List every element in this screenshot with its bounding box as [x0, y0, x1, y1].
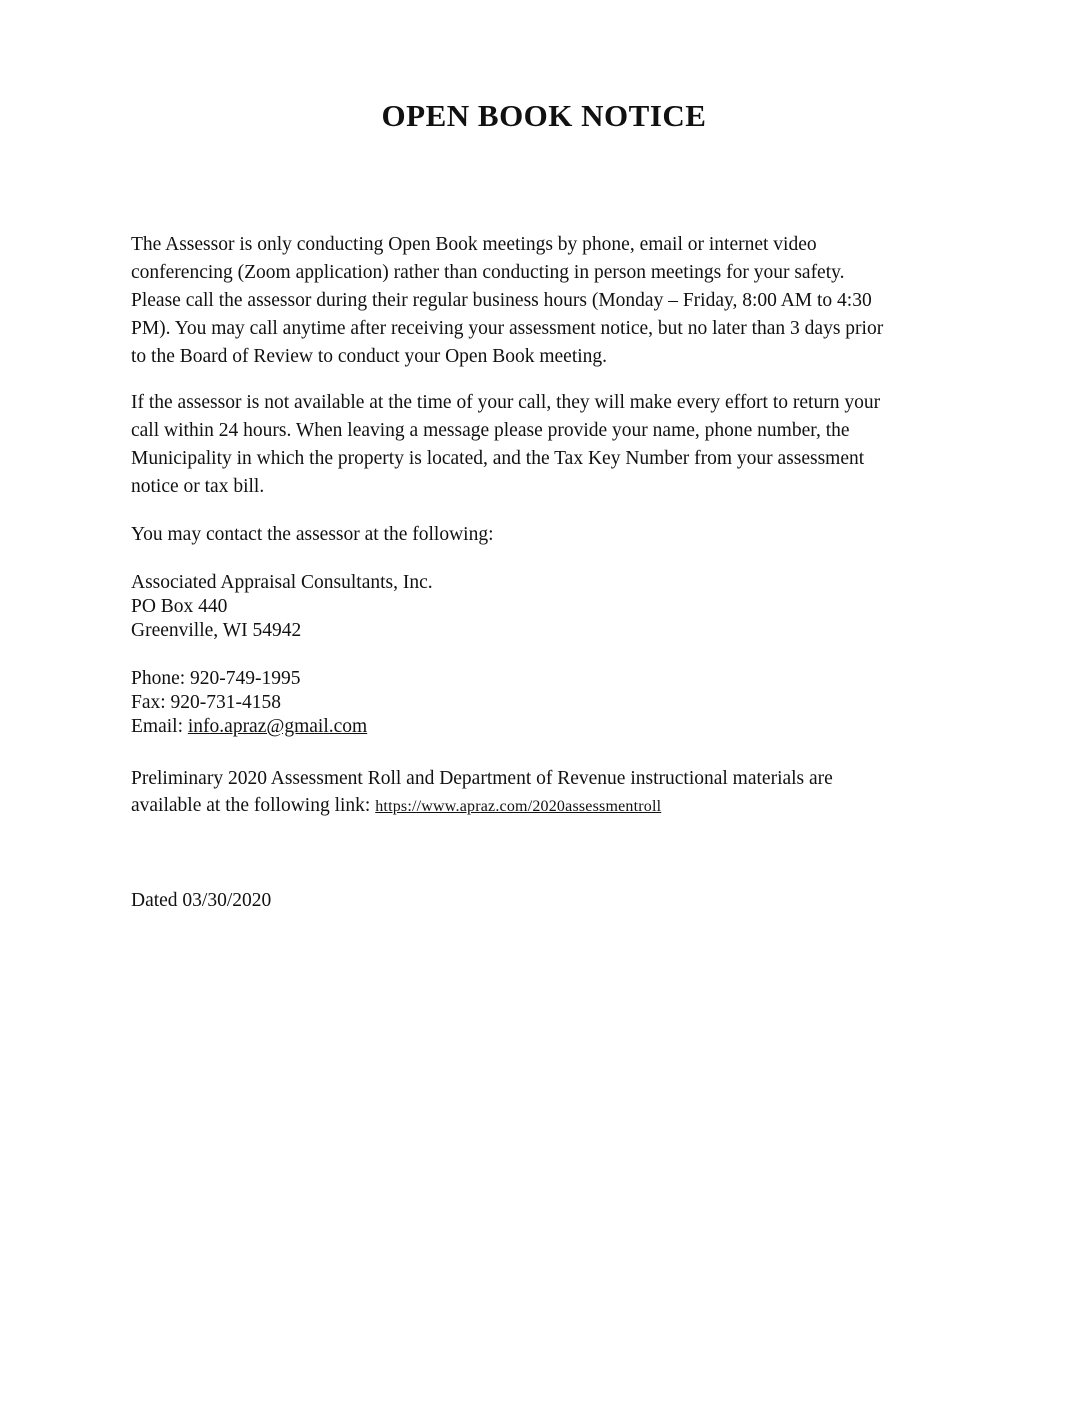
phone-number: Phone: 920-749-1995 — [131, 668, 301, 689]
city-state-zip: Greenville, WI 54942 — [131, 620, 302, 641]
contact-details — [131, 667, 961, 739]
text-line: Please call the assessor during their regular business hours (Monday – Friday, 8:00 AM to 4:30 — [131, 290, 872, 311]
text-line: Preliminary 2020 Assessment Roll and Department of Revenue instructional materials are — [131, 768, 833, 789]
po-box: PO Box 440 — [131, 596, 228, 617]
text-line: The Assessor is only conducting Open Book meetings by phone, email or internet video — [131, 234, 817, 255]
document-title: OPEN BOOK NOTICE — [381, 98, 707, 133]
text-line: call within 24 hours. When leaving a message please provide your name, phone number, the — [131, 420, 850, 441]
company-name: Associated Appraisal Consultants, Inc. — [131, 572, 433, 593]
text-line: If the assessor is not available at the time of your call, they will make every effort to return your — [131, 392, 881, 413]
link-prefix: available at the following link: — [131, 795, 376, 816]
dated-line: Dated 03/30/2020 — [131, 890, 272, 911]
email-line — [131, 715, 961, 739]
email-label: Email: — [131, 716, 188, 737]
paragraph-unavailable — [131, 389, 961, 501]
email-link[interactable]: info.apraz@gmail.com — [187, 716, 368, 737]
paragraph-instructions — [131, 231, 961, 371]
fax-number: Fax: 920-731-4158 — [131, 692, 282, 713]
text-line-with-link — [131, 792, 961, 820]
mailing-address — [131, 571, 961, 643]
paragraph-preliminary-roll — [131, 765, 961, 820]
text-line: PM). You may call anytime after receiving your assessment notice, but no later than 3 days prior — [131, 318, 884, 339]
text-line: Municipality in which the property is located, and the Tax Key Number from your assessment — [131, 448, 865, 469]
text-line: conferencing (Zoom application) rather than conducting in person meetings for your safety. — [131, 262, 845, 283]
paragraph-contact-intro: You may contact the assessor at the following: — [131, 524, 494, 545]
assessment-roll-link[interactable]: https://www.apraz.com/2020assessmentroll — [375, 798, 662, 815]
text-line: to the Board of Review to conduct your Open Book meeting. — [131, 346, 608, 367]
text-line: notice or tax bill. — [131, 476, 265, 497]
